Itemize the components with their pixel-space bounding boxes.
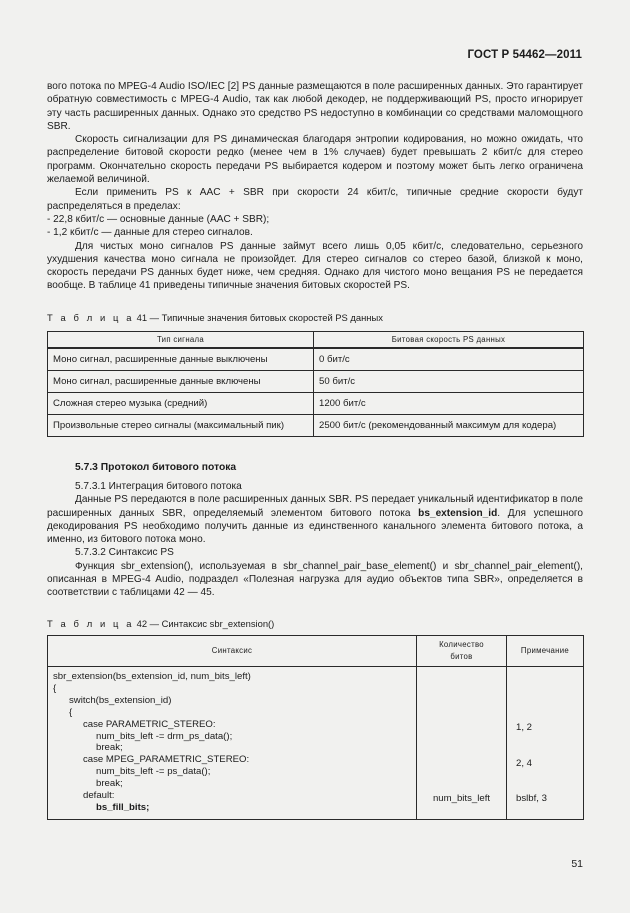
intro-text	[47, 80, 583, 293]
table-42-caption: Т а б л и ц а 42 — Синтаксис sbr_extension()	[47, 618, 275, 629]
column-header: Количество битов	[417, 636, 507, 667]
code-line: break;	[96, 778, 123, 790]
table-cell: Моно сигнал, расширенные данные включены	[48, 371, 314, 393]
code-line: break;	[96, 742, 123, 754]
column-header: Битовая скорость PS данных	[314, 332, 584, 349]
paragraph: Если применить PS к AAC + SBR при скорости 24 кбит/с, типичные средние скорости будут распределяться в пределах:	[47, 187, 583, 212]
column-header: Тип сигнала	[48, 332, 314, 349]
table-cell: Моно сигнал, расширенные данные выключены	[48, 348, 314, 371]
notes-cell	[507, 667, 584, 820]
section-text	[47, 480, 583, 600]
syntax-code	[48, 667, 417, 820]
syntax-table	[47, 635, 584, 820]
page-number: 51	[571, 858, 583, 870]
table-cell: 1200 бит/с	[314, 393, 584, 415]
code-line: num_bits_left -= drm_ps_data();	[96, 730, 233, 742]
subsection-heading: 5.7.3.1 Интеграция битового потока	[75, 481, 242, 492]
code-line: switch(bs_extension_id)	[69, 694, 172, 706]
table-row	[48, 371, 584, 393]
subsection-heading: 5.7.3.2 Синтаксис PS	[75, 547, 174, 559]
code-line: {	[69, 706, 73, 718]
table-cell: 0 бит/с	[314, 348, 584, 371]
table-row	[48, 393, 584, 415]
code-line: case MPEG_PARAMETRIC_STEREO:	[83, 754, 250, 766]
table-row	[48, 415, 584, 437]
document-header: ГОСТ Р 54462—2011	[467, 49, 582, 61]
paragraph: Скорость сигнализации для PS динамическая благодаря энтропии кодирования, но можно ожидать, что распределение битовой скорости редко (менее чем в 1% случаев) будет превышать 2 кбит/с для стерео программ. Окончательно скорость передачи PS выбирается кодером и поэтому может быть легко ограничена желаемой величиной.	[47, 134, 583, 186]
code-line: sbr_extension(bs_extension_id, num_bits_left)	[53, 671, 251, 682]
list-item: - 22,8 кбит/с — основные данные (AAC + SBR);	[47, 213, 270, 225]
list-item: - 1,2 кбит/с — данные для стерео сигналов.	[47, 227, 253, 239]
note-value: 1, 2	[516, 722, 533, 733]
code-line: case PARAMETRIC_STEREO:	[83, 718, 216, 730]
code-line: num_bits_left -= ps_data();	[96, 766, 211, 778]
table-cell: 50 бит/с	[314, 371, 584, 393]
bold-term: bs_extension_id	[418, 507, 498, 519]
code-line: bs_fill_bits;	[96, 801, 150, 813]
bitrate-table	[47, 331, 584, 437]
table-row	[48, 667, 584, 820]
bits-value: num_bits_left	[432, 793, 491, 804]
note-value: bslbf, 3	[516, 793, 547, 804]
paragraph: Функция sbr_extension(), используемая в sbr_channel_pair_base_element() и sbr_channel_pair_element(), описанная в MPEG-4 Audio, подраздел «Полезная нагрузка для аудио объектов типа SBR», определяется в соответствии с таблицами 42 — 45.	[47, 560, 583, 599]
column-header: Примечание	[507, 636, 584, 667]
code-line: default:	[83, 790, 115, 802]
table-cell: Произвольные стерео сигналы (максимальный пик)	[48, 415, 314, 437]
table-cell: Сложная стерео музыка (средний)	[48, 393, 314, 415]
table-41-caption: Т а б л и ц а 41 — Типичные значения битовых скоростей PS данных	[47, 312, 383, 323]
paragraph: вого потока по MPEG-4 Audio ISO/IEC [2] PS данные размещаются в поле расширенных данных. Это гарантирует обратную совместимость с MPEG-4 Audio, так как любой декодер, не поддерживающий PS, просто игнорирует эту часть расширенных данных. Однако это средство PS недоступно в комбинации со средствами маломощного SBR.	[47, 81, 583, 132]
table-cell: 2500 бит/с (рекомендованный максимум для кодера)	[314, 415, 584, 437]
paragraph: Данные PS передаются в поле расширенных данных SBR. PS передает уникальный идентификатор в поле расширенных данных SBR, определяемый элементом битового потока bs_extension_id. Для успешного декодирования PS необходимо получить данные из единственного канального элемента битового потока, а именно, из битового потока моно.	[47, 494, 584, 546]
paragraph: Для чистых моно сигналов PS данные займут всего лишь 0,05 кбит/с, следовательно, серьезного ухудшения качества моно сигнала не произойдет. Для стерео сигналов со стерео базой, близкой к моно, скорость передачи PS данных будет ниже, чем средняя. Однако для чистого моно вещания PS не передается вообще. В таблице 41 приведены типичные значения битовых скоростей PS.	[47, 240, 583, 292]
note-value: 2, 4	[516, 758, 533, 769]
code-line: {	[53, 682, 57, 694]
bits-cell	[417, 667, 507, 820]
column-header: Синтаксис	[48, 636, 417, 667]
table-row	[48, 348, 584, 371]
section-heading: 5.7.3 Протокол битового потока	[75, 462, 237, 473]
